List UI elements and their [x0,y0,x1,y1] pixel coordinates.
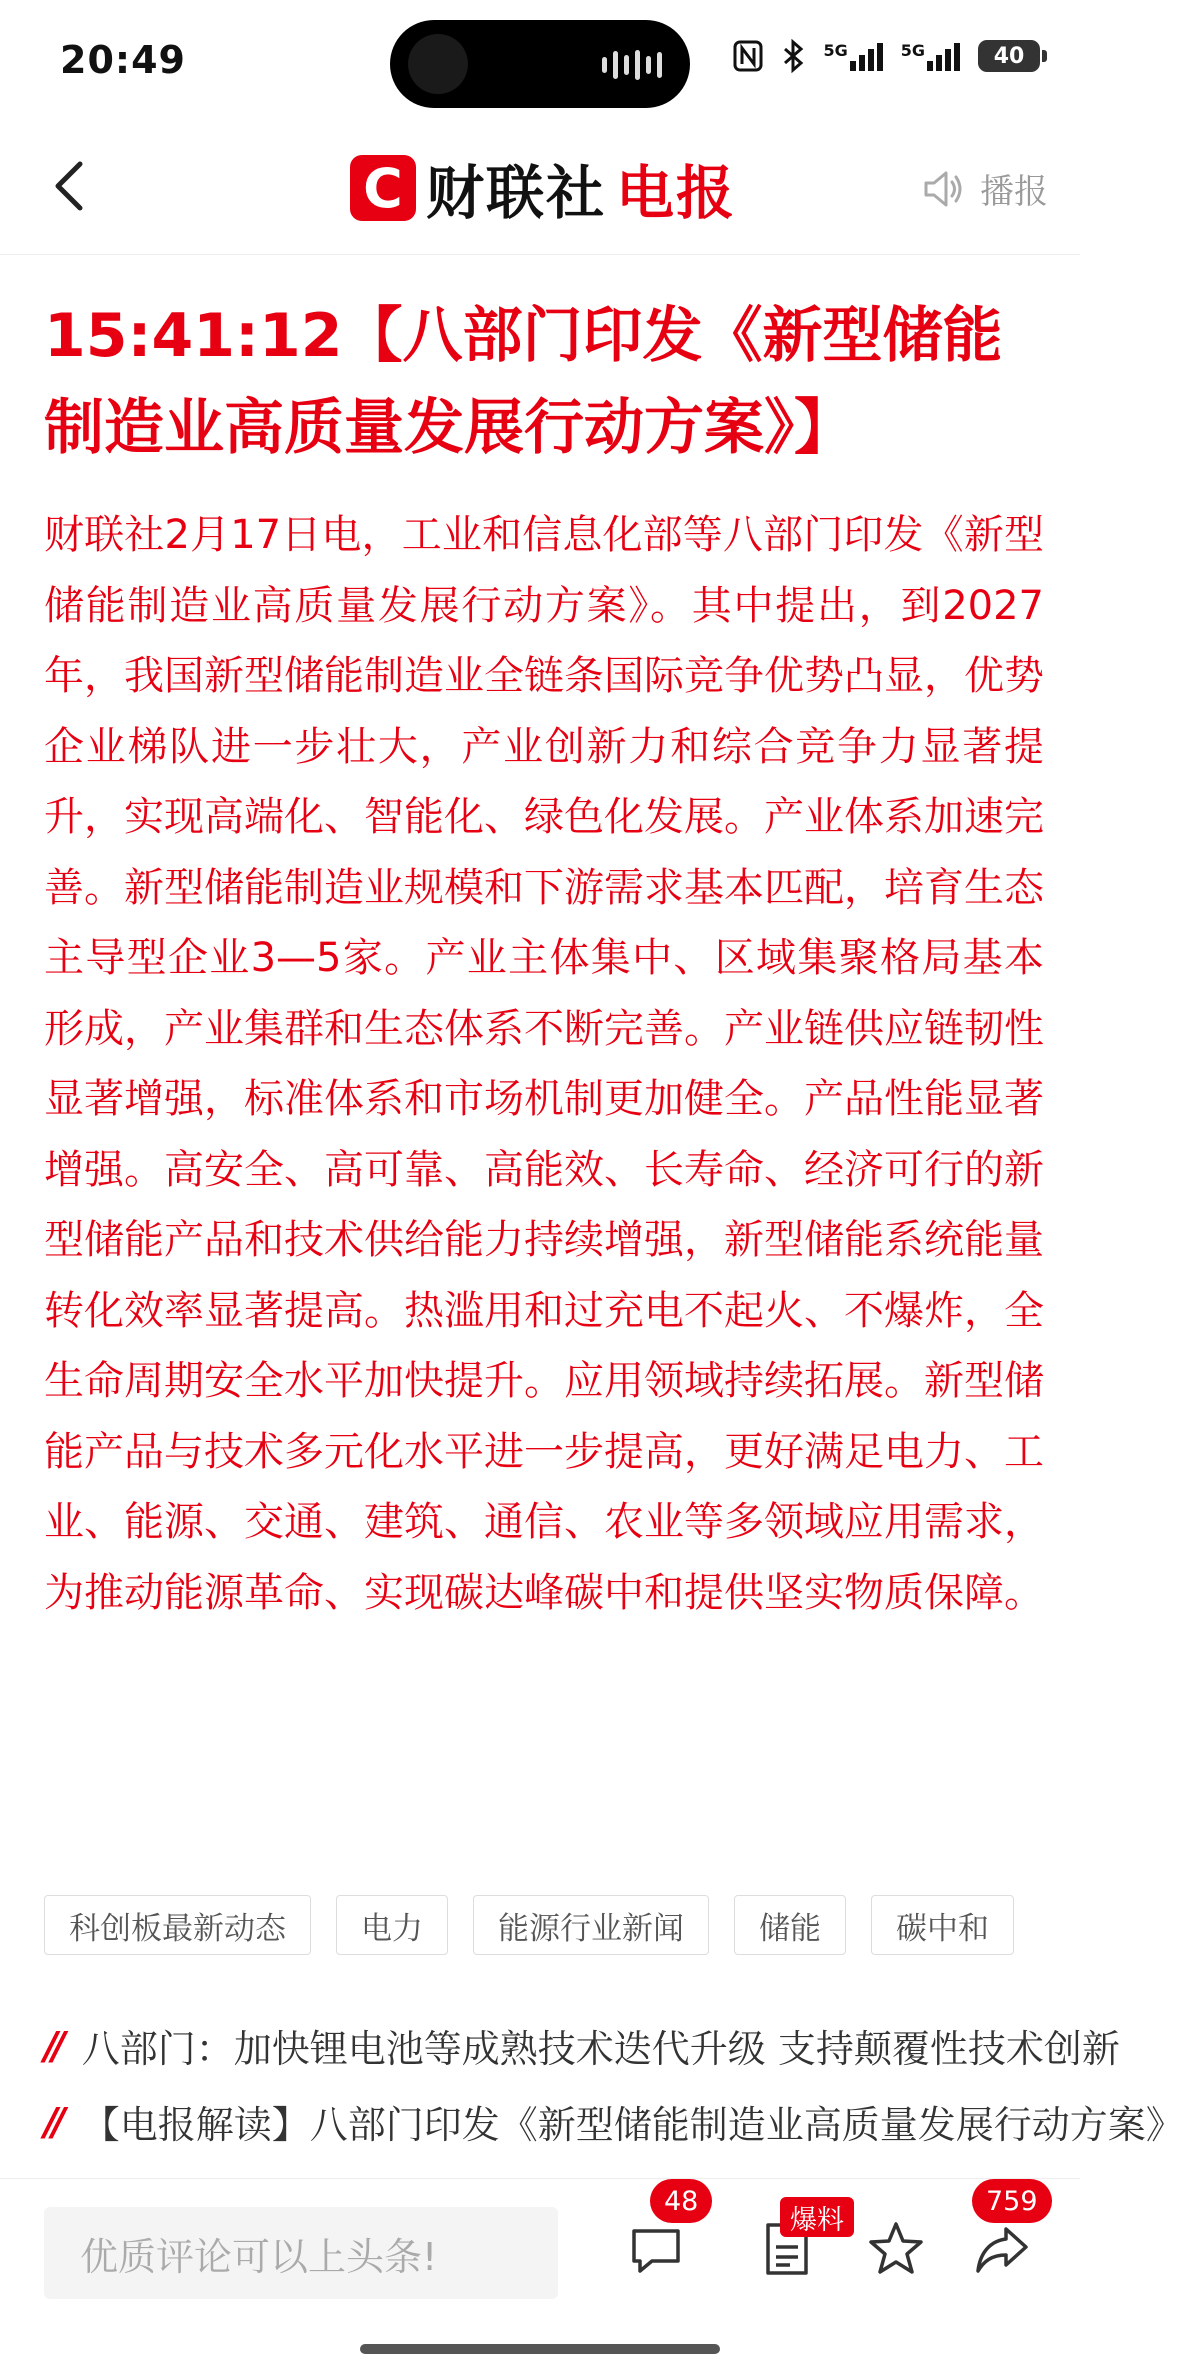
signal-icon-2 [927,41,960,71]
status-icons [733,40,1040,72]
speaker-icon [920,166,966,212]
dynamic-island [390,20,690,108]
nav-bar [0,120,1080,255]
bluetooth-icon [781,40,805,72]
related-link-text: 八部门：加快锂电池等成熟技术迭代升级 支持颠覆性技术创新 [81,2027,1120,2071]
signal-icon-1 [850,41,883,71]
report-badge: 爆料 [780,2197,854,2237]
tag-item[interactable]: 科创板最新动态 [44,1895,311,1955]
tag-item[interactable]: 电力 [336,1895,448,1955]
chevron-left-icon [36,150,106,220]
tag-item[interactable]: 储能 [734,1895,846,1955]
favorite-button[interactable] [866,2219,926,2279]
brand-name: 财联社 [426,159,607,227]
island-media-icon [408,34,468,94]
share-button[interactable] [972,2219,1032,2279]
related-link[interactable] [44,2018,1120,2073]
tag-item[interactable]: 碳中和 [871,1895,1014,1955]
article-headline: 15:41:12【八部门印发《新型储能制造业高质量发展行动方案》】 [44,301,1003,463]
battery-level: 40 [993,43,1025,69]
related-link[interactable] [44,2094,1184,2149]
star-icon [866,2219,926,2279]
comment-input[interactable]: 优质评论可以上头条! [44,2207,558,2299]
related-link-text: 【电报解读】八部门印发《新型储能制造业高质量发展行动方案》 [81,2103,1184,2147]
brand-logo [350,148,736,228]
tag-list [44,1895,1014,1955]
broadcast-label: 播报 [980,172,1048,212]
brand-suffix: 电报 [616,159,737,227]
double-slash-icon: // [44,2099,60,2144]
nfc-icon [733,40,763,72]
network-type-2: 5G [900,41,925,60]
network-type-1: 5G [823,41,848,60]
home-indicator[interactable] [360,2344,720,2354]
broadcast-button[interactable] [920,164,1048,213]
share-icon [972,2219,1032,2279]
bottom-action-bar [0,2178,1080,2328]
comment-button[interactable] [626,2219,686,2279]
status-bar [0,0,1080,120]
share-count-badge: 759 [972,2179,1052,2223]
status-time: 20:49 [60,38,186,82]
comment-count-badge: 48 [650,2179,712,2223]
battery-icon [978,40,1040,72]
back-button[interactable] [36,150,106,220]
article-body: 财联社2月17日电，工业和信息化部等八部门印发《新型储能制造业高质量发展行动方案》。其中提出，到2027年，我国新型储能制造业全链条国际竞争优势凸显，优势企业梯队进一步壮大，产业创新力和综合竞争力显著提升，实现高端化、智能化、绿色化发展。产业体系加速完善。新型储能制造业规模和下游需求基本匹配，培育生态主导型企业3—5家。产业主体集中、区域集聚格局基本形成，产业集群和生态体系不断完善。产业链供应链韧性显著增强，标准体系和市场机制更加健全。产品性能显著增强。高安全、高可靠、高能效、长寿命、经济可行的新型储能产品和技术供给能力持续增强，新型储能系统能量转化效率显著提高。热滥用和过充电不起火、不爆炸，全生命周期安全水平加快提升。应用领域持续拓展。新型储能产品与技术多元化水平进一步提高，更好满足电力、工业、能源、交通、建筑、通信、农业等多领域应用需求，为推动能源革命、实现碳达峰碳中和提供坚实物质保障。 [44,512,1044,1616]
tag-item[interactable]: 能源行业新闻 [473,1895,709,1955]
comment-icon [626,2219,686,2279]
double-slash-icon: // [44,2023,60,2068]
brand-logo-mark: C [350,155,416,221]
audio-wave-icon [602,50,662,80]
